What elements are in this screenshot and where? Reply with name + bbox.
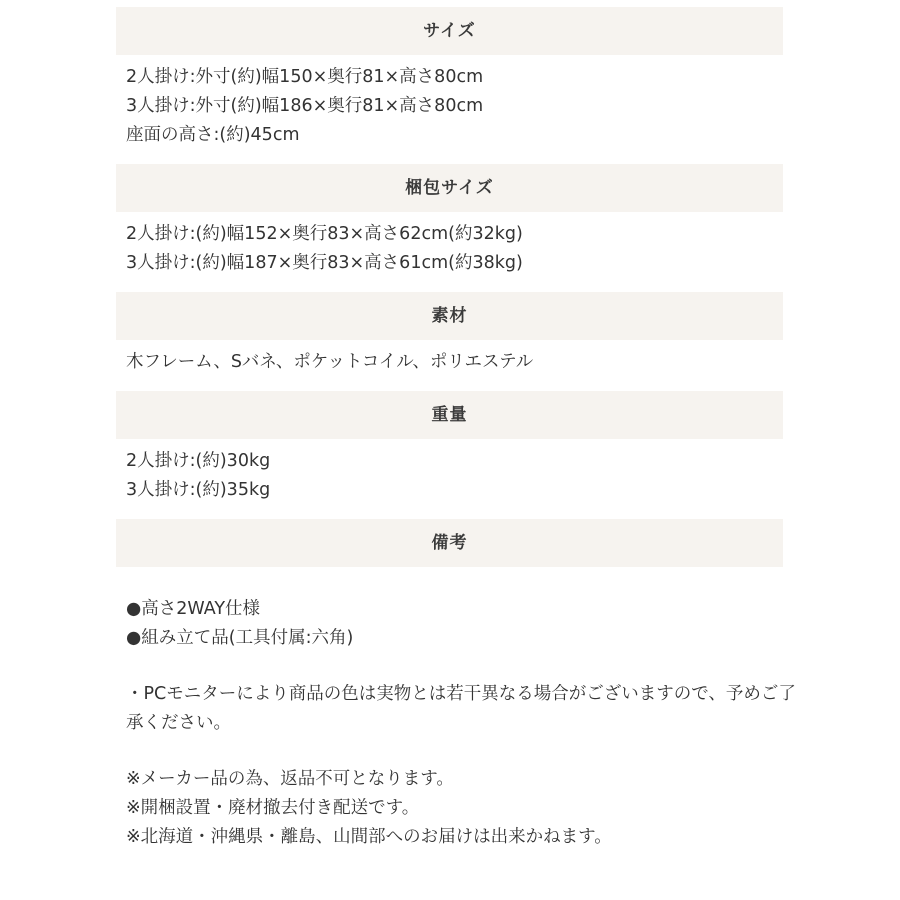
spacer <box>126 738 806 765</box>
section-body-size <box>116 55 783 164</box>
section-header-package-size: 梱包サイズ <box>116 164 783 212</box>
remarks-bullet: ●高さ2WAY仕様 <box>126 599 261 619</box>
section-header-remarks: 備考 <box>116 519 783 567</box>
size-line: 3人掛け:外寸(約)幅186×奥行81×高さ80cm <box>126 96 484 116</box>
package-size-line: 2人掛け:(約)幅152×奥行83×高さ62cm(約32kg) <box>126 224 523 244</box>
section-header-size: サイズ <box>116 7 783 55</box>
package-size-line: 3人掛け:(約)幅187×奥行83×高さ61cm(約38kg) <box>126 253 523 273</box>
caveat-line: ※開梱設置・廃材撤去付き配送です。 <box>126 798 420 818</box>
remarks-notes <box>126 595 806 852</box>
section-body-weight <box>116 439 783 519</box>
spec-table <box>116 7 783 567</box>
material-line: 木フレーム、Sバネ、ポケットコイル、ポリエステル <box>126 352 534 372</box>
section-header-material: 素材 <box>116 292 783 340</box>
monitor-color-note: ・PCモニターにより商品の色は実物とは若干異なる場合がございますので、予めご了承ください。 <box>126 684 796 733</box>
spacer <box>126 653 806 680</box>
caveat-line: ※北海道・沖縄県・離島、山間部へのお届けは出来かねます。 <box>126 827 612 847</box>
size-line: 2人掛け:外寸(約)幅150×奥行81×高さ80cm <box>126 67 484 87</box>
size-line: 座面の高さ:(約)45cm <box>126 125 300 145</box>
caveat-line: ※メーカー品の為、返品不可となります。 <box>126 769 454 789</box>
remarks-bullet: ●組み立て品(工具付属:六角) <box>126 628 354 648</box>
section-header-weight: 重量 <box>116 391 783 439</box>
section-body-package-size <box>116 212 783 292</box>
weight-line: 3人掛け:(約)35kg <box>126 480 271 500</box>
section-body-material <box>116 340 783 391</box>
weight-line: 2人掛け:(約)30kg <box>126 451 271 471</box>
